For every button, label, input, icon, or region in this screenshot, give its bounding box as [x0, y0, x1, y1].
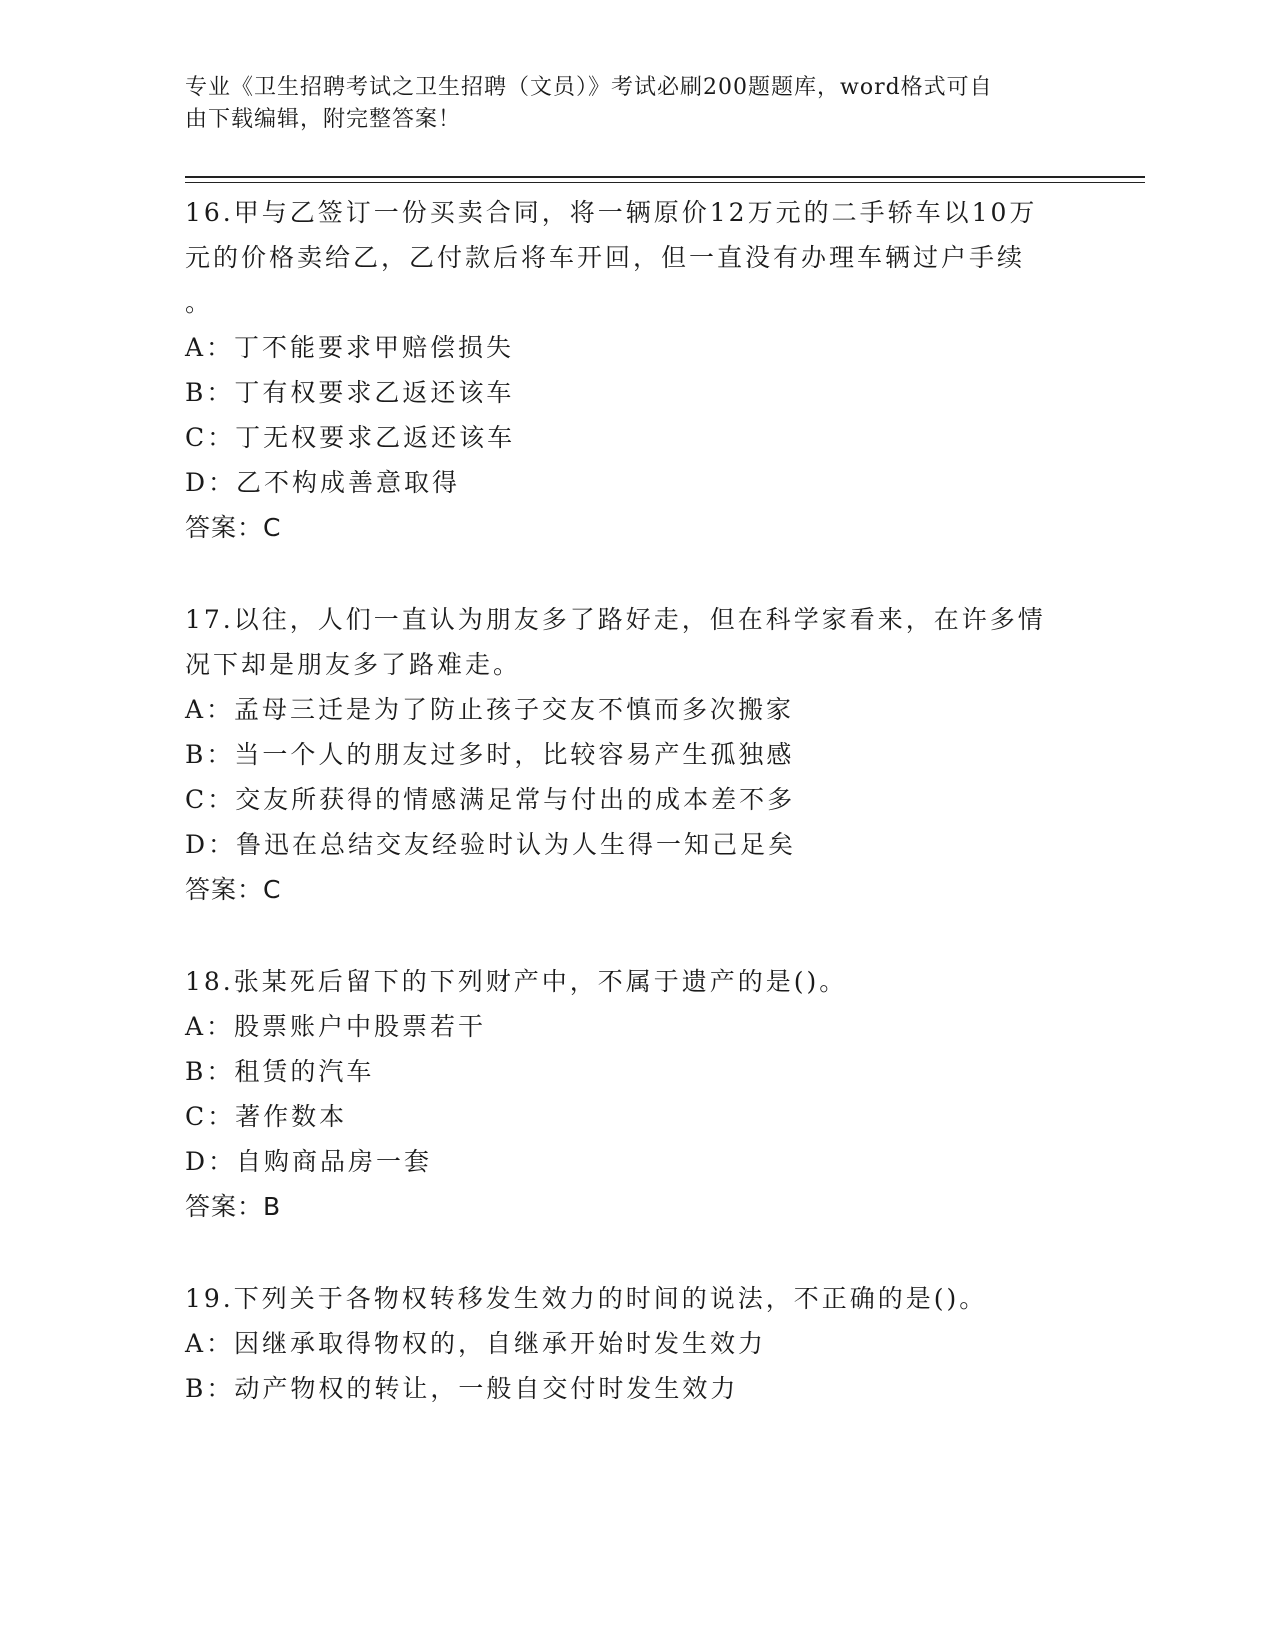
question-16 [185, 190, 1085, 551]
header-line-2: 由下载编辑，附完整答案！ [185, 107, 462, 132]
header-rule-thin [185, 182, 1145, 183]
question-stem-line: 。 [185, 288, 214, 317]
answer-line: 答案：C [185, 875, 282, 904]
option-a: A：股票账户中股票若干 [185, 1012, 487, 1041]
question-stem-line: 17.以往，人们一直认为朋友多了路好走，但在科学家看来，在许多情 [185, 605, 1046, 634]
option-b: B：当一个人的朋友过多时，比较容易产生孤独感 [185, 740, 795, 769]
question-18 [185, 959, 1085, 1230]
answer-line: 答案：C [185, 513, 282, 542]
option-d: D：乙不构成善意取得 [185, 468, 461, 497]
option-b: B：丁有权要求乙返还该车 [185, 378, 515, 407]
header-rule-thick [185, 176, 1145, 178]
header-line-1: 专业《卫生招聘考试之卫生招聘（文员）》考试必刷200题题库，word格式可自 [185, 75, 993, 100]
option-b: B：动产物权的转让，一般自交付时发生效力 [185, 1374, 739, 1403]
question-stem-line: 元的价格卖给乙，乙付款后将车开回，但一直没有办理车辆过户手续 [185, 243, 1026, 272]
question-stem-line: 19.下列关于各物权转移发生效力的时间的说法，不正确的是()。 [185, 1284, 988, 1313]
option-b: B：租赁的汽车 [185, 1057, 375, 1086]
option-c: C：著作数本 [185, 1102, 348, 1131]
option-c: C：丁无权要求乙返还该车 [185, 423, 516, 452]
option-a: A：孟母三迁是为了防止孩子交友不慎而多次搬家 [185, 695, 795, 724]
option-d: D：鲁迅在总结交友经验时认为人生得一知己足矣 [185, 830, 797, 859]
option-d: D：自购商品房一套 [185, 1147, 433, 1176]
question-stem-line: 18.张某死后留下的下列财产中，不属于遗产的是()。 [185, 967, 848, 996]
question-19 [185, 1276, 1085, 1411]
question-stem-line: 16.甲与乙签订一份买卖合同，将一辆原价12万元的二手轿车以10万 [185, 198, 1038, 227]
option-a: A：因继承取得物权的，自继承开始时发生效力 [185, 1329, 767, 1358]
option-c: C：交友所获得的情感满足常与付出的成本差不多 [185, 785, 796, 814]
question-list [185, 190, 1085, 1457]
question-stem-line: 况下却是朋友多了路难走。 [185, 650, 522, 679]
answer-line: 答案：B [185, 1192, 282, 1221]
question-17 [185, 597, 1085, 913]
document-header [185, 72, 1065, 136]
option-a: A：丁不能要求甲赔偿损失 [185, 333, 515, 362]
